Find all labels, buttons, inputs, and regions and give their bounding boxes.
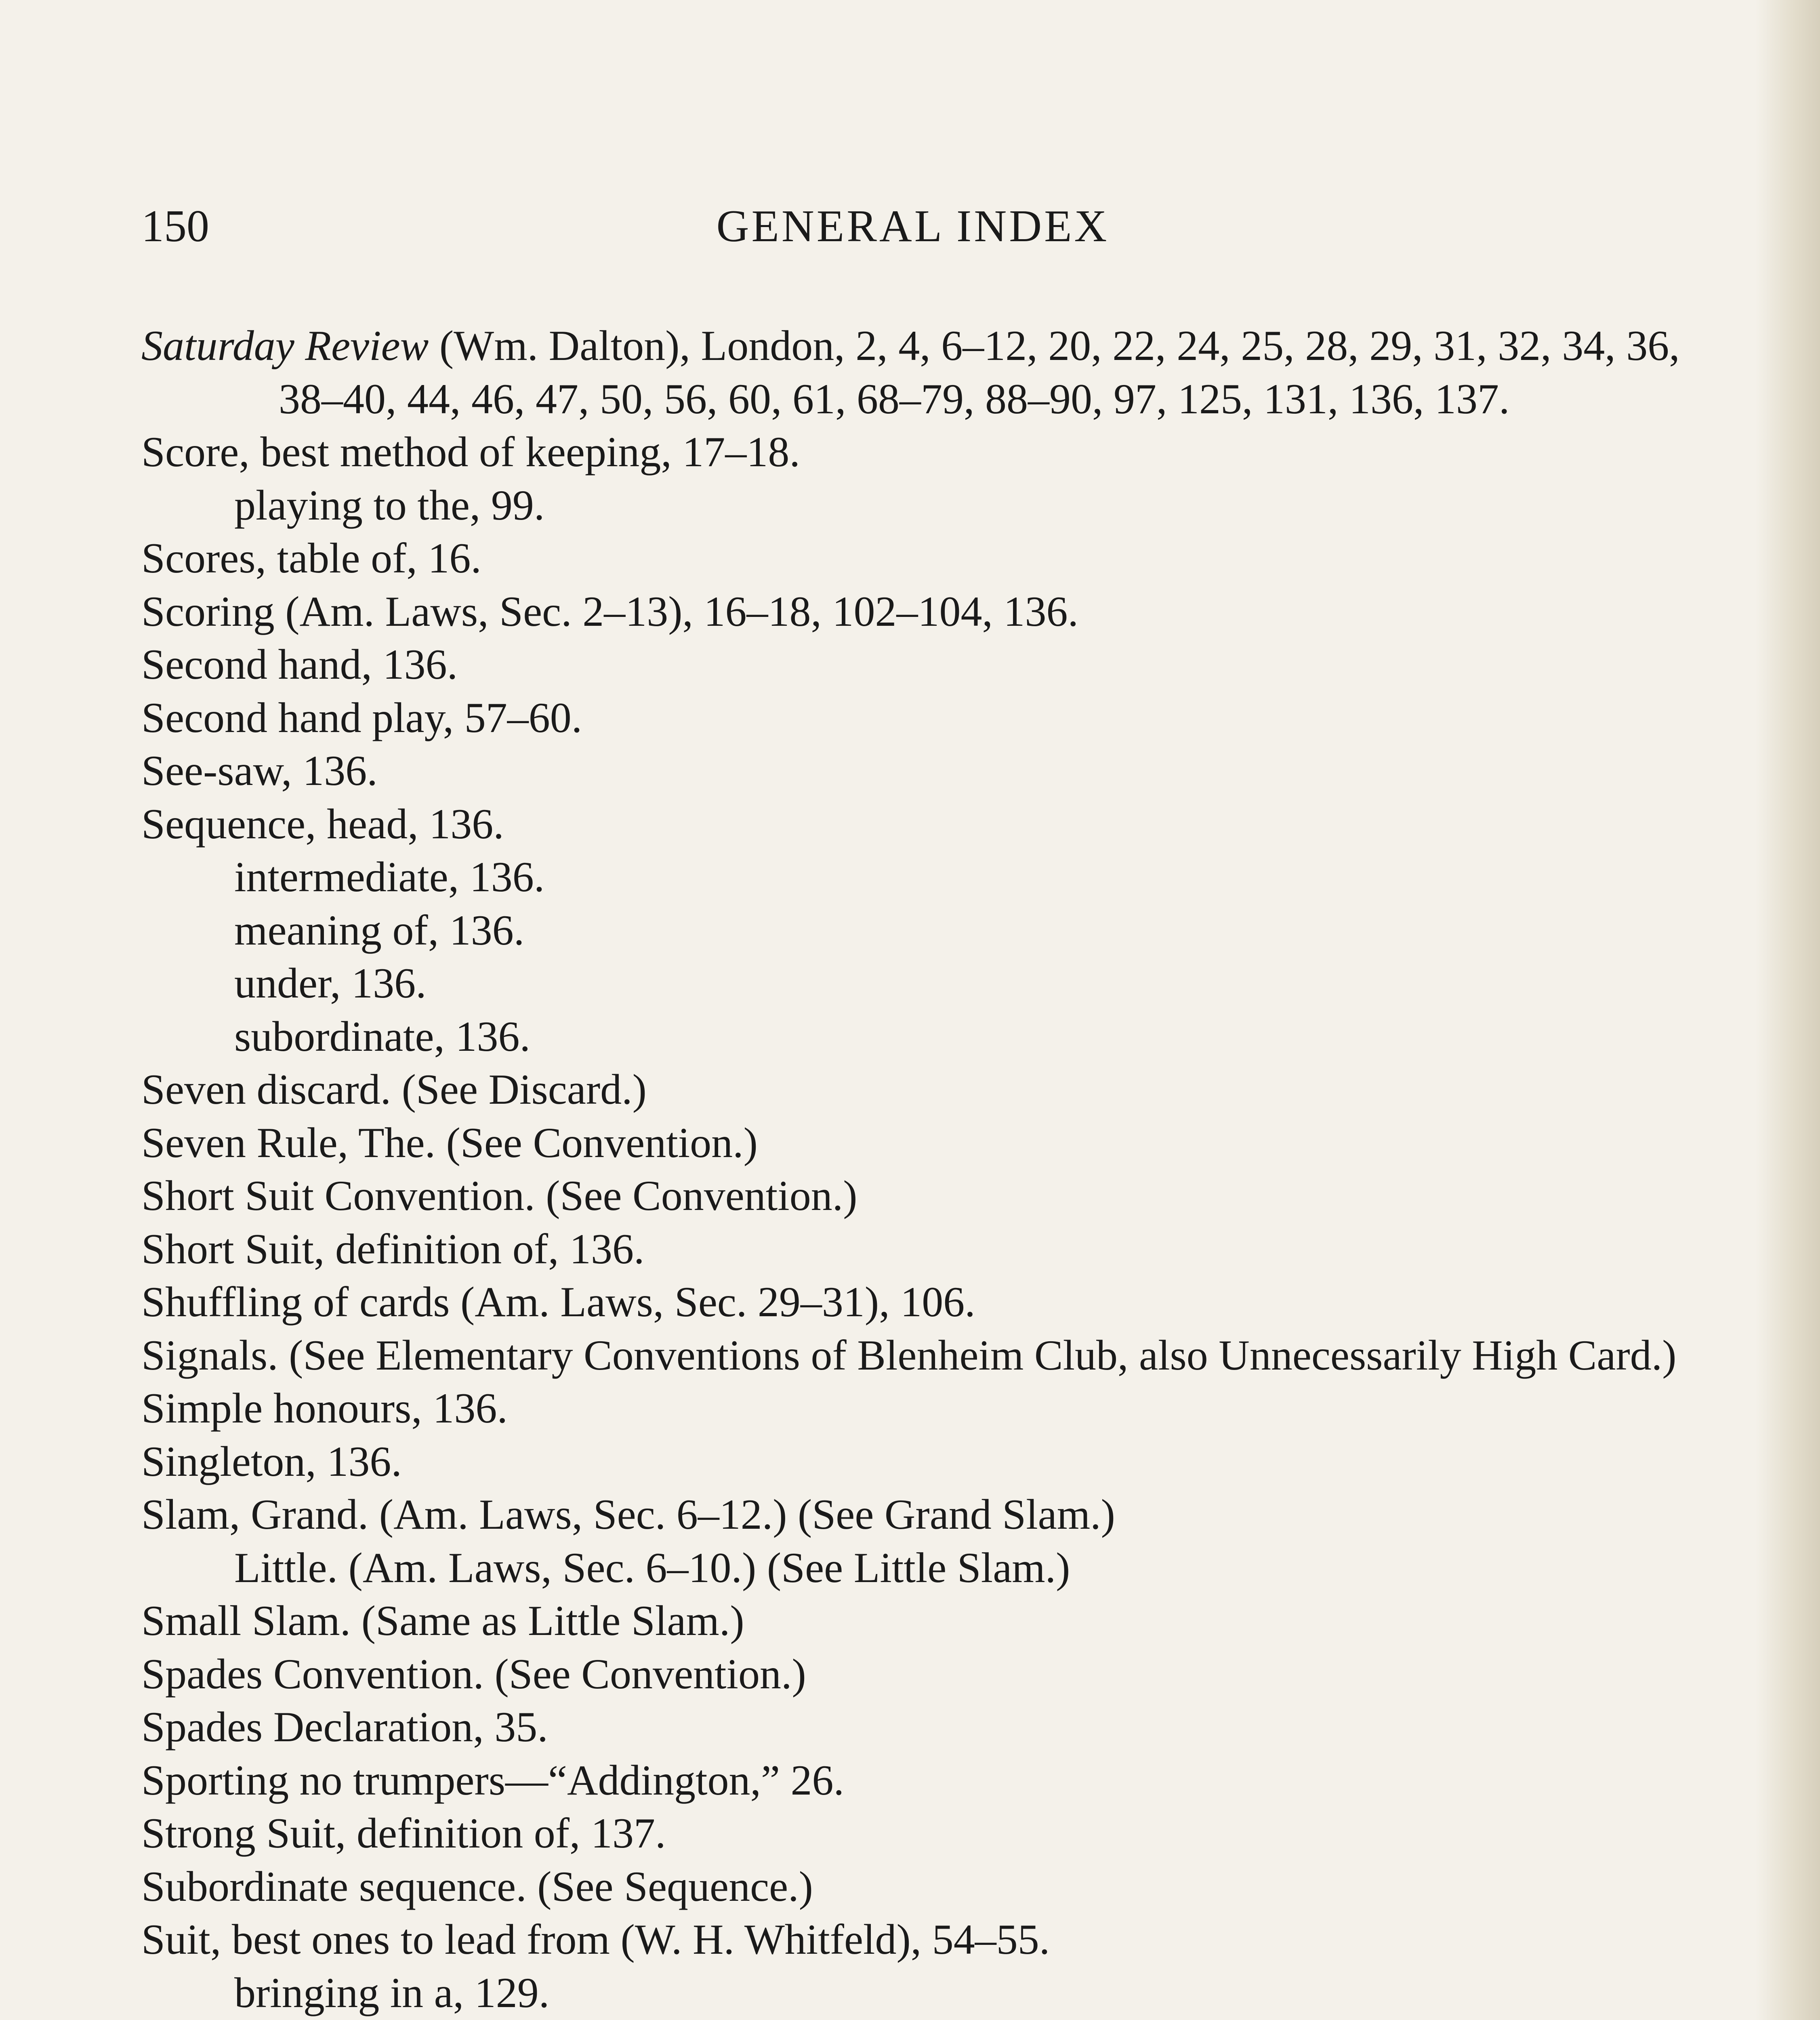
index-entry-text: See-saw, 136. xyxy=(141,747,378,794)
page-header xyxy=(141,198,1684,255)
index-entry xyxy=(141,1275,1684,1329)
index-entry-text: Signals. (See Elementary Conventions of Blenheim Club, also Unnecessarily High Card.) xyxy=(141,1331,1677,1379)
index-entry xyxy=(141,1116,1684,1170)
index-subentry xyxy=(141,957,1684,1010)
index-entry xyxy=(141,1594,1684,1648)
index-entry-text: Short Suit, definition of, 136. xyxy=(141,1225,645,1273)
index-entry xyxy=(141,1860,1684,1913)
index-entry xyxy=(141,1063,1684,1116)
index-entry-text: Scoring (Am. Laws, Sec. 2–13), 16–18, 102–104, 136. xyxy=(141,587,1078,635)
index-entry-text: intermediate, 136. xyxy=(234,853,545,901)
index-entry xyxy=(141,1223,1684,1276)
index-entry xyxy=(141,744,1684,797)
index-entry-text: Scores, table of, 16. xyxy=(141,534,481,582)
index-entry-text: playing to the, 99. xyxy=(234,481,545,529)
index-entry-text: Simple honours, 136. xyxy=(141,1385,508,1432)
index-entry-text: Spades Declaration, 35. xyxy=(141,1703,548,1751)
index-entry-text: Seven discard. (See Discard.) xyxy=(141,1066,647,1113)
index-subentry xyxy=(141,479,1684,532)
index-entry-text: bringing in a, 129. xyxy=(234,1969,550,2016)
index-list xyxy=(141,319,1684,2020)
index-entry xyxy=(141,1807,1684,1860)
index-entry-text: Seven Rule, The. (See Convention.) xyxy=(141,1119,758,1166)
index-entry xyxy=(141,1435,1684,1488)
index-entry xyxy=(141,797,1684,851)
index-entry xyxy=(141,638,1684,691)
index-subentry xyxy=(141,1010,1684,1063)
index-entry-text: subordinate, 136. xyxy=(234,1012,531,1060)
index-entry xyxy=(141,1169,1684,1223)
index-entry-text: Subordinate sequence. (See Sequence.) xyxy=(141,1862,813,1910)
index-entry-text: Singleton, 136. xyxy=(141,1437,402,1485)
index-entry xyxy=(141,319,1684,425)
index-entry xyxy=(141,1913,1684,1966)
index-entry-text: Small Slam. (Same as Little Slam.) xyxy=(141,1597,744,1644)
index-entry-text: Score, best method of keeping, 17–18. xyxy=(141,428,800,476)
index-entry xyxy=(141,1329,1684,1382)
index-entry xyxy=(141,1648,1684,1701)
index-entry xyxy=(141,1488,1684,1541)
index-subentry xyxy=(141,1541,1684,1595)
index-entry-text: Sequence, head, 136. xyxy=(141,800,504,848)
index-entry-text: Shuffling of cards (Am. Laws, Sec. 29–31), 106. xyxy=(141,1278,975,1326)
index-entry xyxy=(141,691,1684,745)
index-entry-text: Sporting no trumpers—“Addington,” 26. xyxy=(141,1756,844,1804)
index-entry-text: Spades Convention. (See Convention.) xyxy=(141,1650,806,1698)
running-head: GENERAL INDEX xyxy=(716,201,1110,251)
index-subentry xyxy=(141,850,1684,904)
index-entry-text: (Wm. Dalton), London, 2, 4, 6–12, 20, 22, 24, 25, 28, 29, 31, 32, 34, 36, 38–40, 44, 46, 47, 50, 56, 60, 61, 68–79, 88–90, 97, 125, 131, 136, 137. xyxy=(279,322,1680,423)
index-entry-text: Second hand, 136. xyxy=(141,641,458,688)
index-entry-text: meaning of, 136. xyxy=(234,906,525,954)
index-entry xyxy=(141,425,1684,479)
index-entry-text: under, 136. xyxy=(234,960,427,1007)
index-entry-text: Short Suit Convention. (See Convention.) xyxy=(141,1172,857,1219)
page-edge-shadow xyxy=(1755,0,1820,2020)
index-entry-text: Strong Suit, definition of, 137. xyxy=(141,1810,666,1857)
index-entry-text: Slam, Grand. (Am. Laws, Sec. 6–12.) (See Grand Slam.) xyxy=(141,1491,1115,1538)
page-number: 150 xyxy=(141,201,209,251)
index-entry xyxy=(141,1700,1684,1754)
index-entry-text: Second hand play, 57–60. xyxy=(141,694,582,741)
index-entry xyxy=(141,1754,1684,1807)
index-entry-text: Little. (Am. Laws, Sec. 6–10.) (See Little Slam.) xyxy=(234,1544,1070,1591)
index-entry xyxy=(141,532,1684,585)
index-subentry xyxy=(141,904,1684,957)
index-entry xyxy=(141,1382,1684,1435)
index-entry-text: Suit, best ones to lead from (W. H. Whitfeld), 54–55. xyxy=(141,1916,1050,1963)
index-subentry xyxy=(141,1966,1684,2020)
index-entry xyxy=(141,585,1684,638)
index-entry-term: Saturday Review xyxy=(141,322,429,369)
